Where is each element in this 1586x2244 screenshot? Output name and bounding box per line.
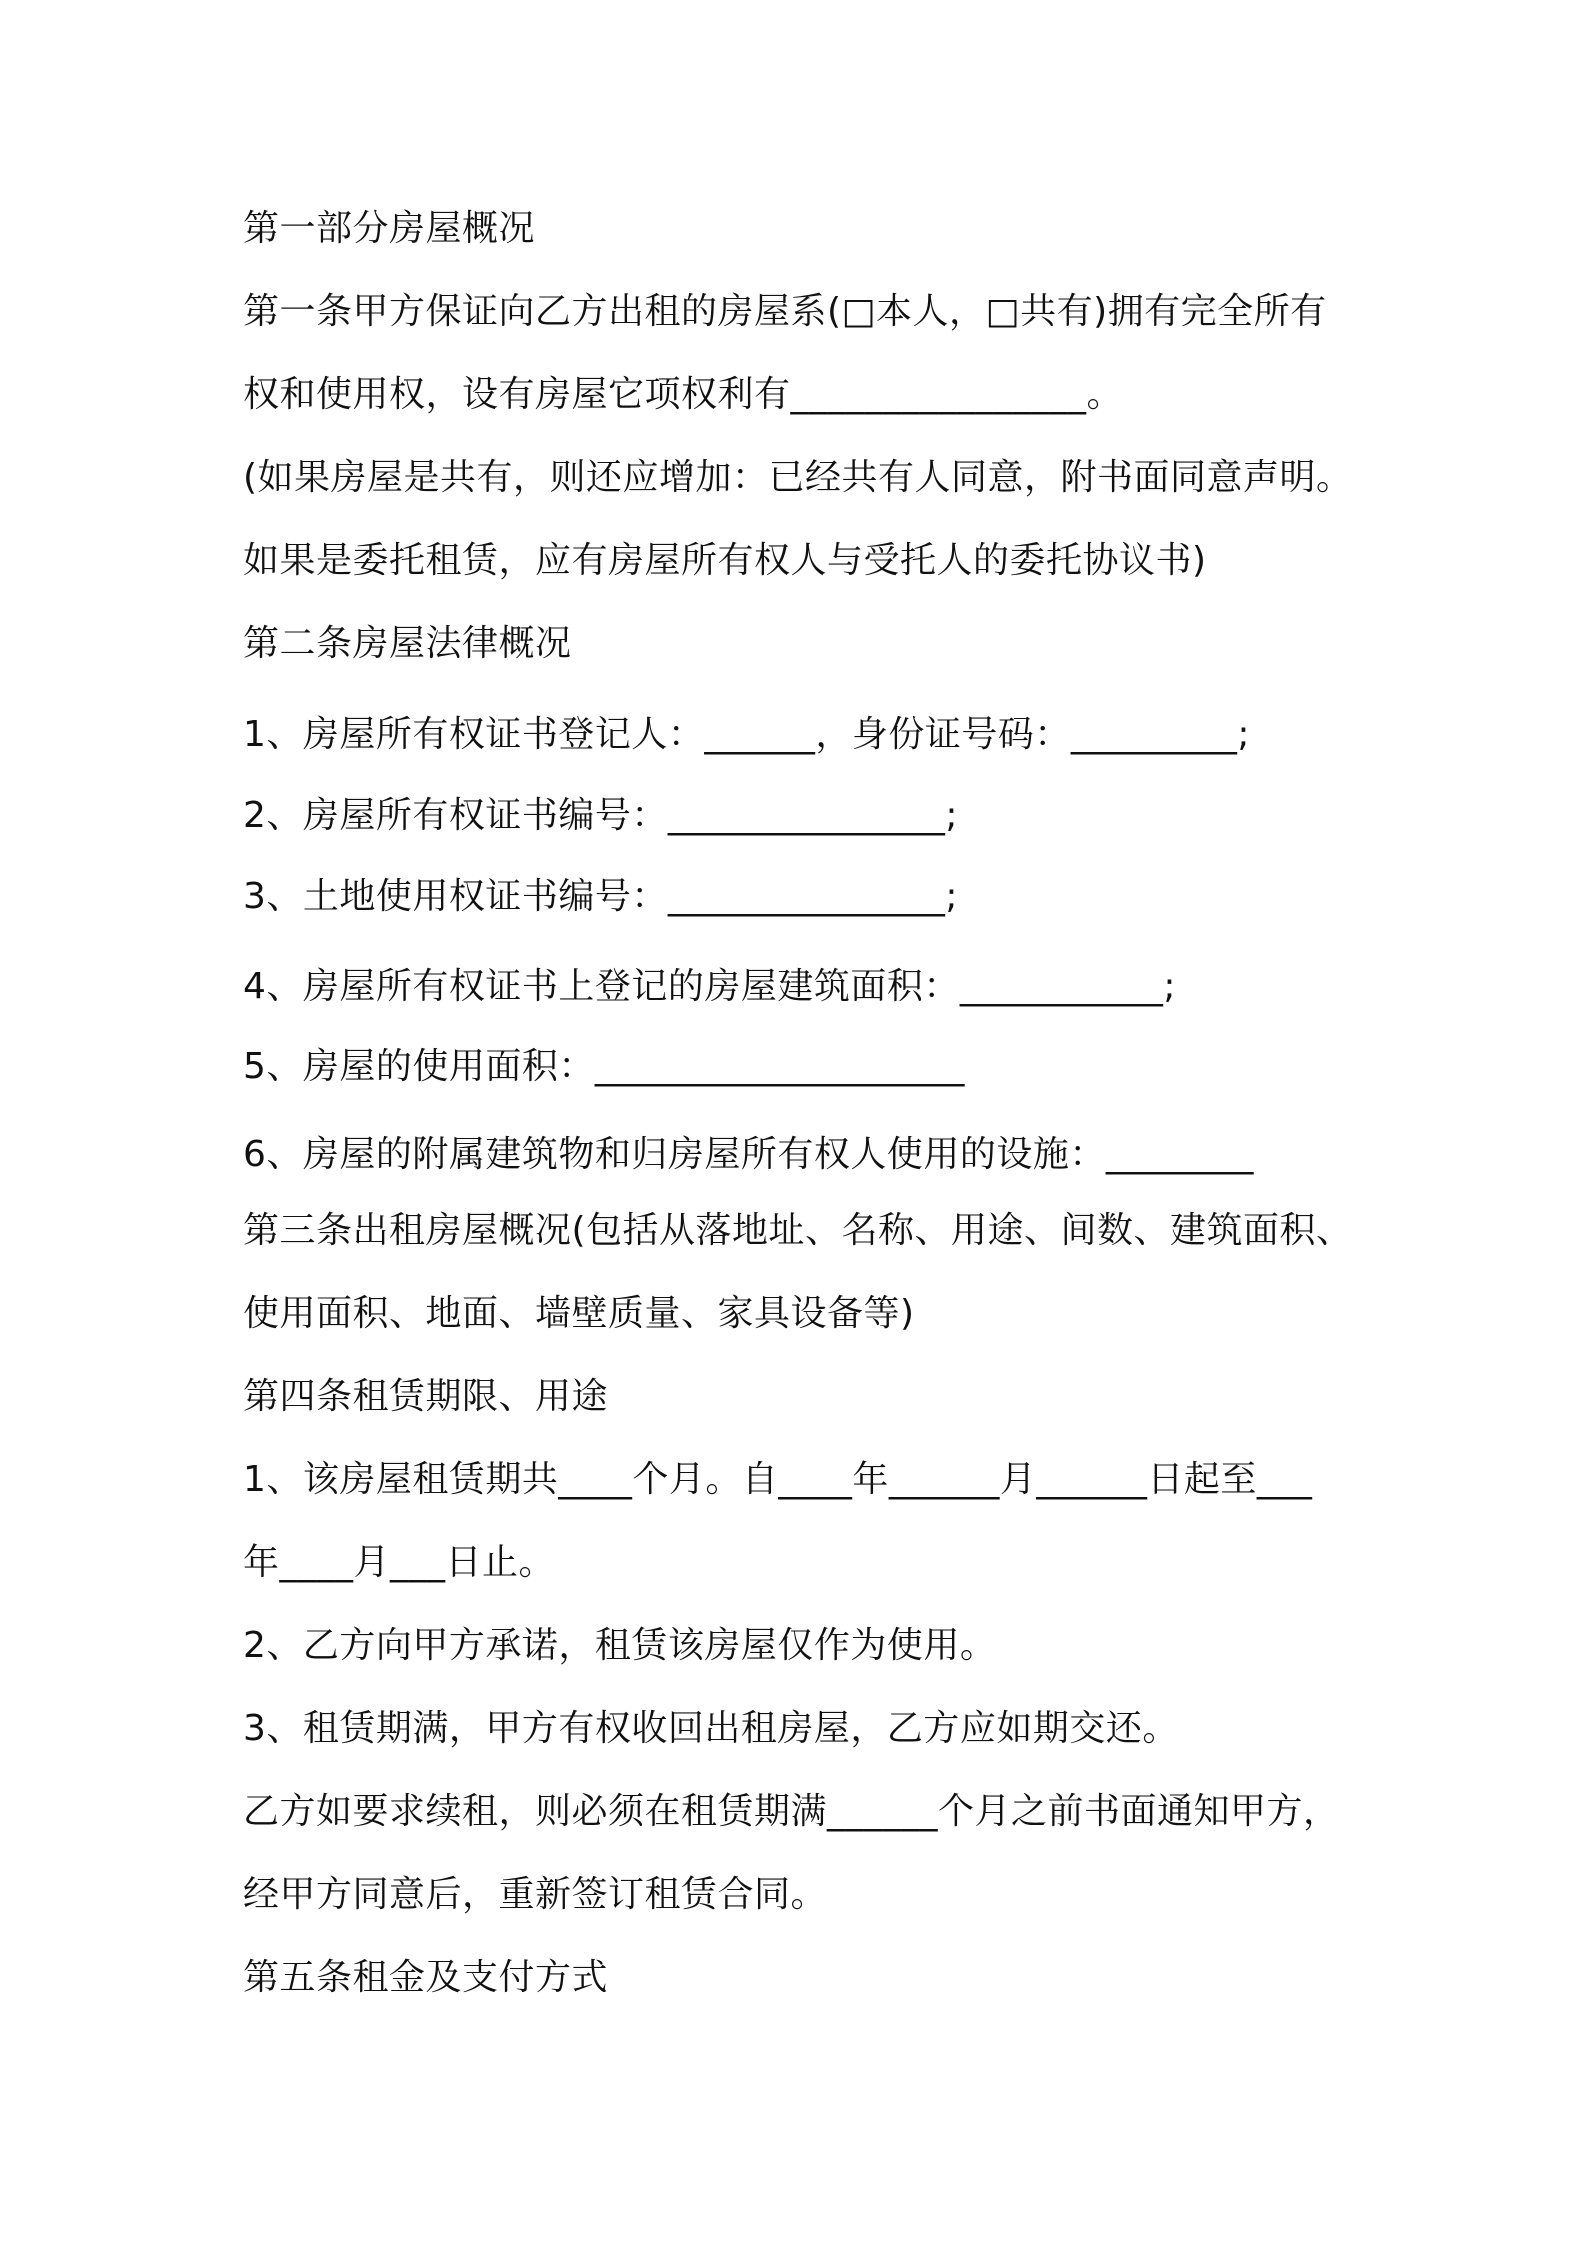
article-four-item-3: 3、租赁期满，甲方有权收回出租房屋，乙方应如期交还。 [243, 1708, 1179, 1749]
article-two-item-1: 1、房屋所有权证书登记人：______，身份证号码：_________; [243, 714, 1251, 755]
article-one-line-1: 第一条甲方保证向乙方出租的房屋系(□本人，□共有)拥有完全所有 [243, 291, 1327, 332]
article-four-heading: 第四条租赁期限、用途 [243, 1376, 609, 1417]
renewal-clause-line-2: 经甲方同意后，重新签订租赁合同。 [243, 1874, 828, 1915]
co-ownership-note-line-1: (如果房屋是共有，则还应增加：已经共有人同意，附书面同意声明。 [243, 457, 1353, 498]
article-five-heading: 第五条租金及支付方式 [243, 1957, 609, 1998]
article-two-item-6: 6、房屋的附属建筑物和归房屋所有权人使用的设施：________ [243, 1134, 1254, 1175]
article-three-line-2: 使用面积、地面、墙壁质量、家具设备等) [243, 1293, 915, 1334]
article-four-item-1-line-1: 1、该房屋租赁期共____个月。自____年______月______日起至___ [243, 1459, 1313, 1500]
article-two-item-3: 3、土地使用权证书编号：_______________; [243, 876, 959, 917]
part-one-heading: 第一部分房屋概况 [243, 208, 536, 249]
article-four-item-2: 2、乙方向甲方承诺，租赁该房屋仅作为使用。 [243, 1625, 997, 1666]
co-ownership-note-line-2: 如果是委托租赁，应有房屋所有权人与受托人的委托协议书) [243, 540, 1207, 581]
article-two-item-5: 5、房屋的使用面积：____________________ [243, 1046, 965, 1087]
article-one-line-2: 权和使用权，设有房屋它项权利有________________。 [243, 374, 1124, 415]
article-two-item-4: 4、房屋所有权证书上登记的房屋建筑面积：___________; [243, 966, 1177, 1007]
article-three-line-1: 第三条出租房屋概况(包括从落地址、名称、用途、间数、建筑面积、 [243, 1210, 1353, 1251]
article-two-item-2: 2、房屋所有权证书编号：_______________; [243, 795, 959, 836]
renewal-clause-line-1: 乙方如要求续租，则必须在租赁期满______个月之前书面通知甲方， [243, 1791, 1340, 1832]
article-four-item-1-line-2: 年____月___日止。 [243, 1542, 556, 1583]
article-two-heading: 第二条房屋法律概况 [243, 623, 572, 664]
